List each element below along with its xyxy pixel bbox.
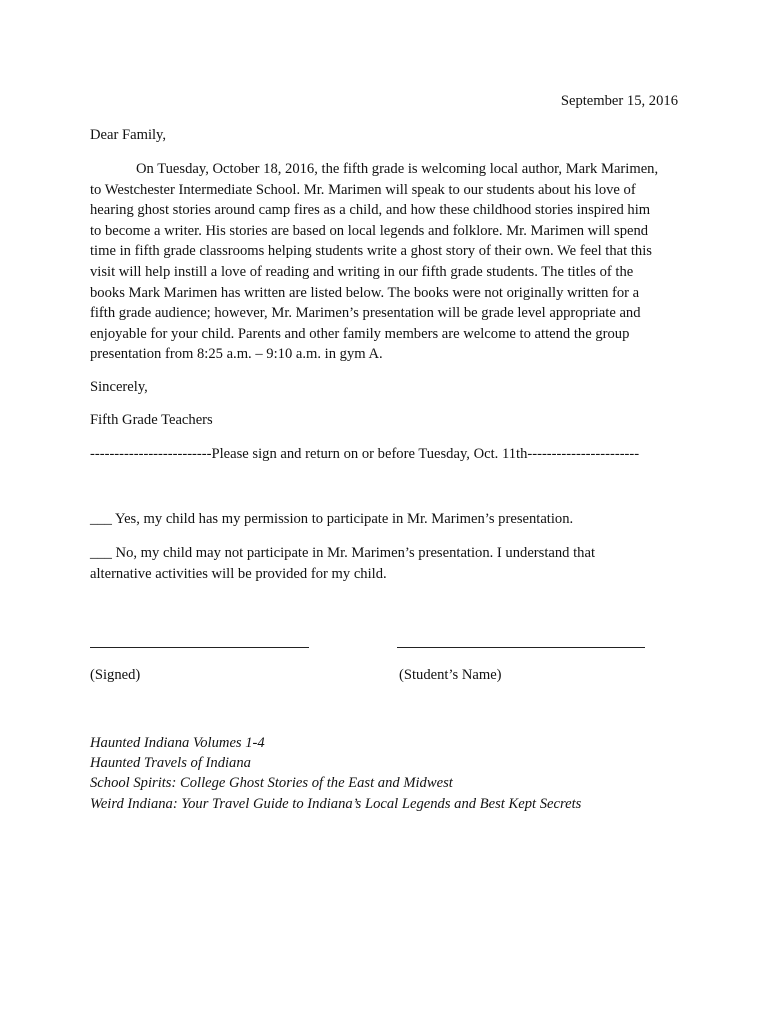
letter-body (90, 159, 690, 365)
permission-yes-option[interactable]: ___ Yes, my child has my permission to participate in Mr. Marimen’s presentation. (90, 511, 574, 527)
body-line: fifth grade audience; however, Mr. Marimen’s presentation will be grade level appropriate and (90, 305, 641, 322)
book-list (90, 733, 581, 814)
return-slip-cut-line: -------------------------Please sign and return on or before Tuesday, Oct. 11th----------------------- (90, 446, 640, 462)
letter-closing: Sincerely, (90, 379, 148, 395)
book-title: Weird Indiana: Your Travel Guide to Indiana’s Local Legends and Best Kept Secrets (90, 795, 582, 812)
letter-signer: Fifth Grade Teachers (90, 412, 213, 428)
signed-label: (Signed) (90, 667, 141, 683)
body-line: visit will help instill a love of reading and writing in our fifth grade students. The titles of the (90, 263, 634, 280)
student-name-label: (Student’s Name) (399, 667, 502, 683)
body-line: hearing ghost stories around camp fires as a child, and how these childhood stories inspired him (90, 202, 651, 219)
letter-date: September 15, 2016 (560, 93, 678, 109)
permission-no-option[interactable]: ___ No, my child may not participate in Mr. Marimen’s presentation. I understand that (90, 545, 595, 561)
body-line: enjoyable for your child. Parents and other family members are welcome to attend the group (90, 325, 630, 342)
student-name-line[interactable] (397, 647, 645, 648)
body-line: books Mark Marimen has written are listed below. The books were not originally written for a (90, 284, 640, 301)
signature-line[interactable] (90, 647, 309, 648)
body-line: time in fifth grade classrooms helping students write a ghost story of their own. We feel that this (90, 243, 652, 260)
book-title: School Spirits: College Ghost Stories of the East and Midwest (90, 775, 453, 792)
letter-greeting: Dear Family, (90, 127, 167, 143)
body-line: to become a writer. His stories are based on local legends and folklore. Mr. Marimen will spend (90, 222, 649, 239)
body-line: presentation from 8:25 a.m. – 9:10 a.m. in gym A. (90, 346, 383, 363)
body-line: On Tuesday, October 18, 2016, the fifth grade is welcoming local author, Mark Marimen, (136, 161, 659, 177)
body-line: to Westchester Intermediate School. Mr. Marimen will speak to our students about his love of (90, 181, 636, 198)
book-title: Haunted Travels of Indiana (90, 755, 251, 772)
book-title: Haunted Indiana Volumes 1-4 (90, 735, 265, 751)
permission-no-option-continued: alternative activities will be provided for my child. (90, 566, 387, 582)
